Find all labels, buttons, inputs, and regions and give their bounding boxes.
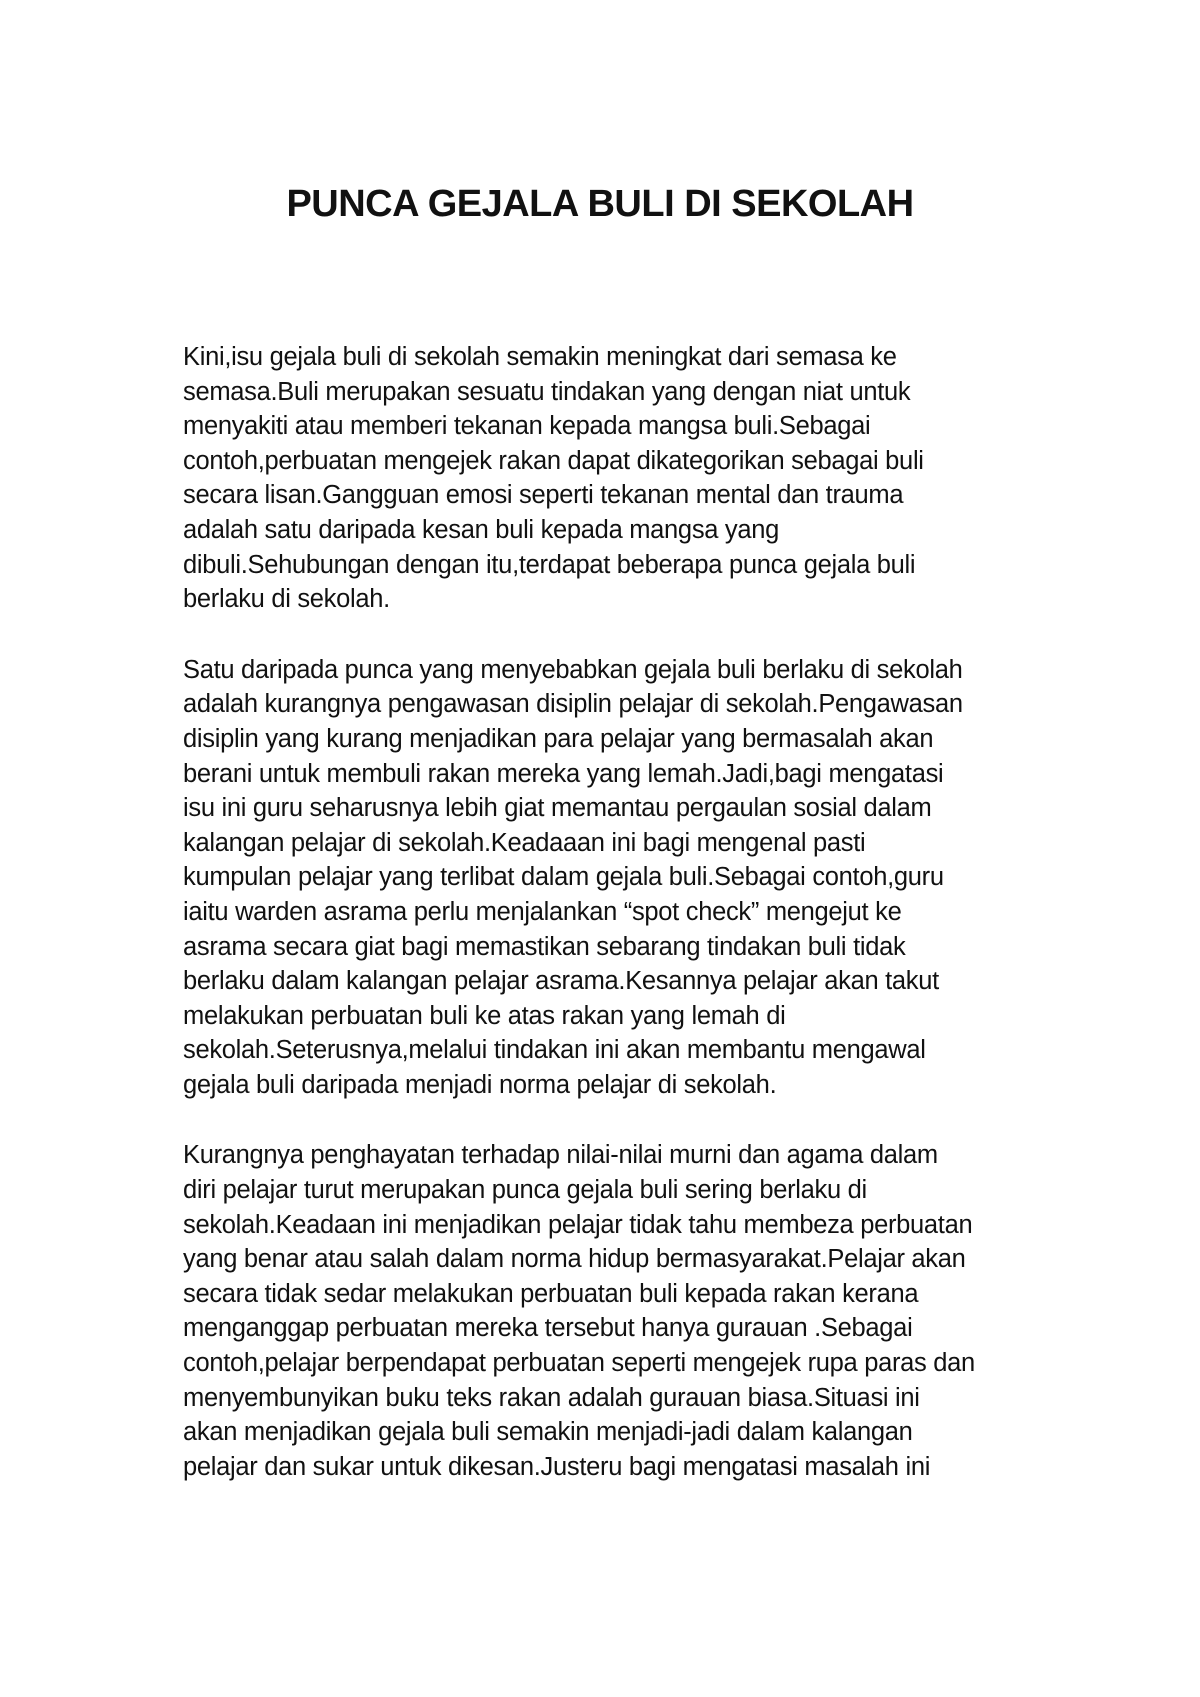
text-line: gejala buli daripada menjadi norma pelajar di sekolah.	[183, 1070, 777, 1099]
text-line: contoh,pelajar berpendapat perbuatan seperti mengejek rupa paras dan	[183, 1349, 975, 1378]
text-line: iaitu warden asrama perlu menjalankan “spot check” mengejut ke	[183, 897, 902, 926]
text-line: Kurangnya penghayatan terhadap nilai-nilai murni dan agama dalam	[183, 1141, 938, 1170]
text-line: Kini,isu gejala buli di sekolah semakin meningkat dari semasa ke	[183, 343, 897, 371]
text-line: melakukan perbuatan buli ke atas rakan yang lemah di	[183, 1001, 786, 1030]
text-line: disiplin yang kurang menjadikan para pelajar yang bermasalah akan	[183, 724, 934, 753]
text-line: Satu daripada punca yang menyebabkan gejala buli berlaku di sekolah	[183, 655, 963, 684]
text-line: secara tidak sedar melakukan perbuatan buli kepada rakan kerana	[183, 1279, 919, 1308]
text-line: berlaku di sekolah.	[183, 585, 390, 614]
text-line: contoh,perbuatan mengejek rakan dapat dikategorikan sebagai buli	[183, 446, 924, 475]
text-line: akan menjadikan gejala buli semakin menjadi-jadi dalam kalangan	[183, 1418, 913, 1447]
paragraph-point-one	[183, 653, 1063, 1103]
text-line: menganggap perbuatan mereka tersebut hanya gurauan .Sebagai	[183, 1314, 913, 1343]
text-line: diri pelajar turut merupakan punca gejala buli sering berlaku di	[183, 1176, 867, 1205]
text-line: kumpulan pelajar yang terlibat dalam gejala buli.Sebagai contoh,guru	[183, 863, 944, 892]
text-line: berani untuk membuli rakan mereka yang lemah.Jadi,bagi mengatasi	[183, 759, 944, 788]
text-line: sekolah.Seterusnya,melalui tindakan ini akan membantu mengawal	[183, 1036, 926, 1065]
text-line: isu ini guru seharusnya lebih giat memantau pergaulan sosial dalam	[183, 794, 932, 823]
text-line: yang benar atau salah dalam norma hidup bermasyarakat.Pelajar akan	[183, 1245, 966, 1274]
text-line: secara lisan.Gangguan emosi seperti tekanan mental dan trauma	[183, 481, 904, 510]
text-line: adalah kurangnya pengawasan disiplin pelajar di sekolah.Pengawasan	[183, 690, 963, 719]
text-line: adalah satu daripada kesan buli kepada mangsa yang	[183, 515, 780, 544]
text-line: menyembunyikan buku teks rakan adalah gurauan biasa.Situasi ini	[183, 1383, 920, 1412]
text-line: berlaku dalam kalangan pelajar asrama.Kesannya pelajar akan takut	[183, 967, 939, 996]
text-line: semasa.Buli merupakan sesuatu tindakan yang dengan niat untuk	[183, 377, 911, 406]
text-line: menyakiti atau memberi tekanan kepada mangsa buli.Sebagai	[183, 412, 871, 441]
text-line: sekolah.Keadaan ini menjadikan pelajar tidak tahu membeza perbuatan	[183, 1210, 973, 1239]
text-line: kalangan pelajar di sekolah.Keadaaan ini bagi mengenal pasti	[183, 828, 866, 857]
text-line: dibuli.Sehubungan dengan itu,terdapat beberapa punca gejala buli	[183, 550, 916, 579]
paragraph-point-two	[183, 1138, 1063, 1484]
document-body	[183, 340, 1063, 1484]
document-title: PUNCA GEJALA BULI DI SEKOLAH	[286, 183, 914, 225]
text-line: asrama secara giat bagi memastikan sebarang tindakan buli tidak	[183, 932, 906, 961]
text-line: pelajar dan sukar untuk dikesan.Justeru bagi mengatasi masalah ini	[183, 1452, 931, 1481]
paragraph-introduction	[183, 340, 1063, 617]
